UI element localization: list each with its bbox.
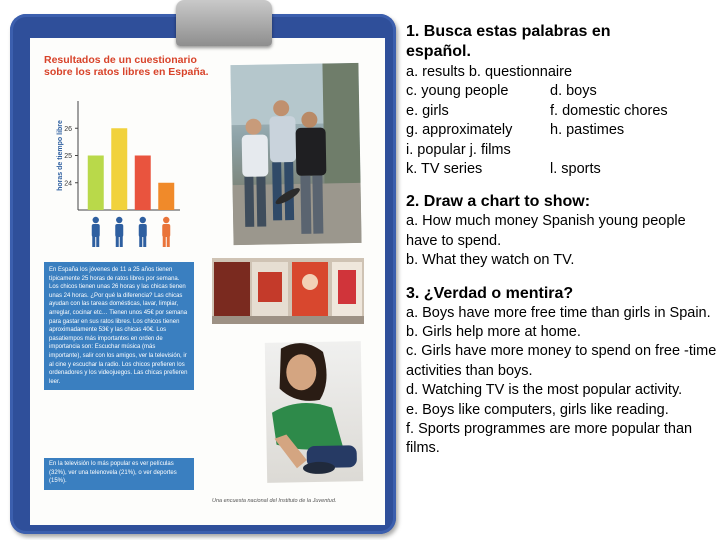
chart-y-label: horas de tiempo libre (57, 120, 64, 191)
q1-row-3 (406, 102, 718, 121)
chart-person-icon-head (163, 217, 169, 223)
chart-bar (135, 156, 151, 211)
chart-person-icon-leg (92, 236, 95, 247)
q2-item-a: a. How much money Spanish young people have to spend. (406, 213, 686, 249)
q1-row-2 (406, 82, 718, 101)
chart-person-icon-body (115, 224, 123, 237)
chart-bar (111, 128, 127, 210)
q1-item-f: f. domestic chores (550, 102, 668, 119)
chart-bar (88, 156, 104, 211)
q1-item-c: c. young people (406, 83, 509, 100)
tv-note: En la televisión lo más popular es ver películas (32%), ver una telenovela (21%), o ver deportes (15%). (44, 458, 194, 490)
q1-item-l: l. sports (550, 160, 601, 177)
q2-heading: 2. Draw a chart to show: (406, 193, 591, 211)
chart-person-icon-leg (163, 236, 166, 247)
q1-item-h: h. pastimes (550, 122, 625, 139)
chart-person-icon-leg (116, 236, 119, 247)
worksheet-questions (406, 22, 718, 459)
q1-row-1: a. results b. questionnaire (406, 64, 573, 80)
chart-person-icon-body (92, 224, 100, 237)
chart-person-icon-body (139, 224, 147, 237)
chart-y-tick-label: 25 (64, 153, 72, 160)
q1-row-4 (406, 121, 718, 140)
q3-item-c: c. Girls have more money to spend on free -time activities than boys. (406, 343, 717, 379)
chart-person-icon-leg (139, 236, 142, 247)
q1-item-d: d. boys (550, 83, 597, 100)
q3-item-a: a. Boys have more free time than girls in Spain. (406, 304, 711, 321)
chart-y-tick-label: 26 (64, 125, 72, 133)
chart-bar (158, 183, 174, 210)
q3-item-b: b. Girls help more at home. (406, 324, 581, 340)
chart-person-icon-head (140, 217, 146, 223)
q3-item-e: e. Boys like computers, girls like reading. (406, 401, 669, 418)
chart-person-icon-leg (120, 236, 123, 247)
q3-item-f: f. Sports programmes are more popular than films. (406, 421, 693, 457)
chart-person-icon-leg (167, 236, 170, 247)
q3-item-d: d. Watching TV is the most popular activity. (406, 382, 683, 399)
q1-item-e: e. girls (406, 102, 449, 119)
q1-row-6 (406, 160, 718, 179)
girl-photo (265, 341, 363, 483)
chart-y-tick-label: 24 (64, 180, 72, 188)
q1-item-g: g. approximately (406, 122, 513, 139)
chart-person-icon-head (116, 217, 122, 223)
chart-person-icon-body (162, 224, 170, 237)
teenagers-photo (230, 63, 361, 245)
clipboard-clip (176, 0, 272, 46)
q1-item-k: k. TV series (406, 160, 483, 177)
q1-row-5: i. popular j. films (406, 141, 511, 158)
chart-person-icon-leg (143, 236, 146, 247)
free-time-chart (40, 95, 190, 265)
q1-heading-line2: español. (406, 43, 471, 60)
survey-body-text: En España los jóvenes de 11 a 25 años tienen típicamente 25 horas de ratos libres por semana. Los chicos tienen unas 26 horas y las chicas tienen unas 24 horas. ¿Por qué la diferencia? Las chicas ayudan con las tareas domésticas, lavar, limpiar, arreglar, cocinar etc… Tienen unos 45€ por semana para gastar en sus ratos libres. Los chicos tienen aproximadamente 53€ y las chicas 40€. Los pasatiempos más importantes en orden de importancia son: Escuchar música (más importante), salir con los amigos, ver la televisión, ir al cine y escuchar la radio. Los chicos prefieren los ordenadores y los videojuegos. Las chicas prefieren leer. (44, 262, 194, 390)
chart-person-icon-head (93, 217, 99, 223)
source-note: Una encuesta nacional del Instituto de la Juventud. (212, 498, 337, 504)
video-covers-photo (212, 258, 364, 324)
q1-heading-line1: 1. Busca estas palabras en (406, 23, 611, 40)
q2-item-b: b. What they watch on TV. (406, 252, 575, 269)
q3-heading: 3. ¿Verdad o mentira? (406, 284, 574, 302)
chart-person-icon-leg (96, 236, 99, 247)
chart-title: Resultados de un cuestionario sobre los ratos libres en España. (44, 54, 209, 78)
